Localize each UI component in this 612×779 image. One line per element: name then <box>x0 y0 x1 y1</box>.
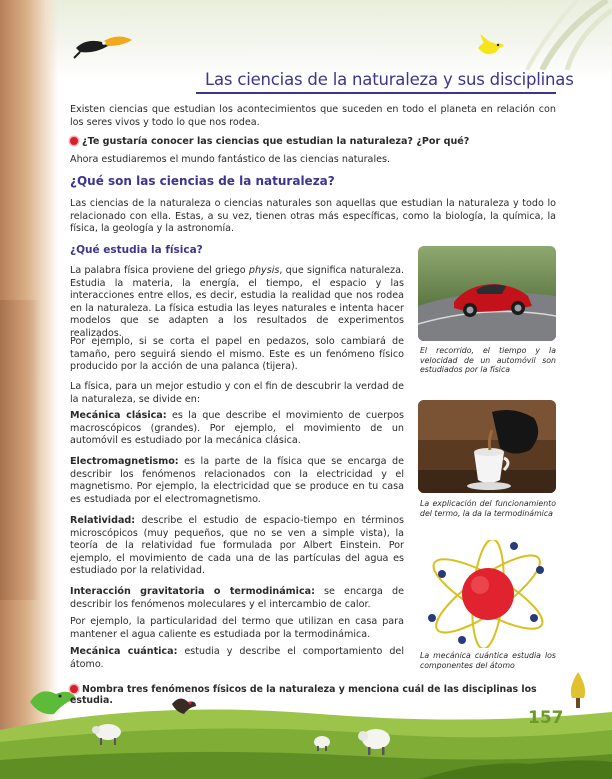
physics-p1-term: physis <box>248 265 280 276</box>
thermos-caption: La explicación del funcionamiento del termo, la da la termodinámica <box>420 499 556 518</box>
sheep-icon-small <box>312 734 332 752</box>
physics-paragraph-1 <box>70 265 404 341</box>
physics-p1-end: , que significa naturaleza. Estudia la materia, la energía, el tiempo, el espacio y las interacciones entre ellos, es decir, estudia la realidad que nos rodea en la naturaleza. La física estudia las leyes naturales e intenta hacer modelos que se adapten a los resultados de experimentos realizados. <box>70 265 404 339</box>
physics-paragraph-2: Por ejemplo, si se corta el papel en pedazos, solo cambiará de tamaño, pero seguirá siendo el mismo. Este es un fenómeno físico producido por la acción de una palanca (tijera). <box>70 336 404 373</box>
grass-decoration <box>522 0 612 70</box>
branch-classical-mechanics <box>70 410 404 448</box>
branch-term: Interacción gravitatoria o termodinámica: <box>70 586 315 597</box>
branch-text: se encarga de describir los fenómenos moleculares y el intercambio de calor. <box>70 586 404 610</box>
physics-paragraph-3: La física, para un mejor estudio y con el fin de descubrir la verdad de la naturaleza, se divide en: <box>70 381 404 405</box>
intro-question <box>70 136 556 147</box>
thermodynamics-example <box>70 616 404 641</box>
car-caption: El recorrido, el tiempo y la velocidad de un automóvil son estudiados por la física <box>420 346 556 375</box>
tree-icon <box>568 672 588 708</box>
yellow-bird-icon <box>474 34 506 60</box>
activity-text: Nombra tres fenómenos físicos de la naturaleza y menciona cuál de las disciplinas los estudia. <box>70 684 537 706</box>
title-underline <box>196 92 556 94</box>
atom-illustration <box>422 540 554 648</box>
branch-term: Mecánica clásica: <box>70 410 167 421</box>
branch-text: es la que describe el movimiento de cuerpos macroscópicos (grandes). Por ejemplo, el movimiento de un automóvil es estudiado por la mecánica clásica. <box>70 410 405 447</box>
branch-term: Relatividad: <box>70 515 136 526</box>
branch-text: es la parte de la física que se encarga de describir los fenómenos relacionados con la electricidad y el magnetismo. Por ejemplo, la electricidad que se produce en tu casa es estudiada por el electromagnetismo. <box>70 456 404 505</box>
section-heading-natural-sciences: ¿Qué son las ciencias de la naturaleza? <box>70 174 335 188</box>
red-bullet-icon <box>70 685 78 693</box>
branch-relativity <box>70 515 404 578</box>
page-title: Las ciencias de la naturaleza y sus disciplinas <box>205 70 574 89</box>
intro-paragraph: Existen ciencias que estudian los acontecimientos que suceden en todo el planeta en relación con los seres vivos y todo lo que nos rodea. <box>70 104 556 128</box>
activity-prompt <box>70 684 570 706</box>
physics-p1-start: La palabra física proviene del griego <box>70 265 249 276</box>
intro-follow: Ahora estudiaremos el mundo fantástico de las ciencias naturales. <box>70 154 391 165</box>
branch-text: Por ejemplo, la particularidad del termo que utilizan en casa para mantener el agua caliente es estudiada por la termodinámica. <box>70 616 404 640</box>
branch-term: Electromagnetismo: <box>70 456 179 467</box>
branch-text: estudia y describe el comportamiento del átomo. <box>70 646 404 670</box>
section-heading-physics: ¿Qué estudia la física? <box>70 244 203 256</box>
atom-caption: La mecánica cuántica estudia los componentes del átomo <box>420 651 556 670</box>
page-number: 157 <box>528 708 564 728</box>
branch-term: Mecánica cuántica: <box>70 646 178 657</box>
toucan-icon <box>72 30 134 60</box>
red-bullet-icon <box>70 137 78 145</box>
thermos-photo <box>418 400 556 493</box>
left-photo-strip-shadow <box>0 300 40 600</box>
section1-paragraph: Las ciencias de la naturaleza o ciencias naturales son aquellas que estudian la naturaleza y todo lo relacionado con ella. Estas, a su vez, tienen otras más específicas, como la biología, la química, la física, la geología y la astronomía. <box>70 198 556 235</box>
branch-text: describe el estudio de espacio-tiempo en términos microscópicos (muy pequeños, que no se ven a simple vista), la teoría de la relatividad fue formulada por Albert Einstein. Por ejemplo, el movimiento de cada una de las partículas del agua es estudiado por la relatividad. <box>70 515 404 577</box>
car-photo <box>418 246 556 341</box>
branch-quantum-mechanics <box>70 646 404 671</box>
sheep-icon-large <box>358 726 392 756</box>
branch-thermodynamics <box>70 586 404 611</box>
sheep-icon <box>92 722 124 746</box>
branch-electromagnetism <box>70 456 404 506</box>
intro-question-text: ¿Te gustaría conocer las ciencias que estudian la naturaleza? ¿Por qué? <box>82 136 470 147</box>
